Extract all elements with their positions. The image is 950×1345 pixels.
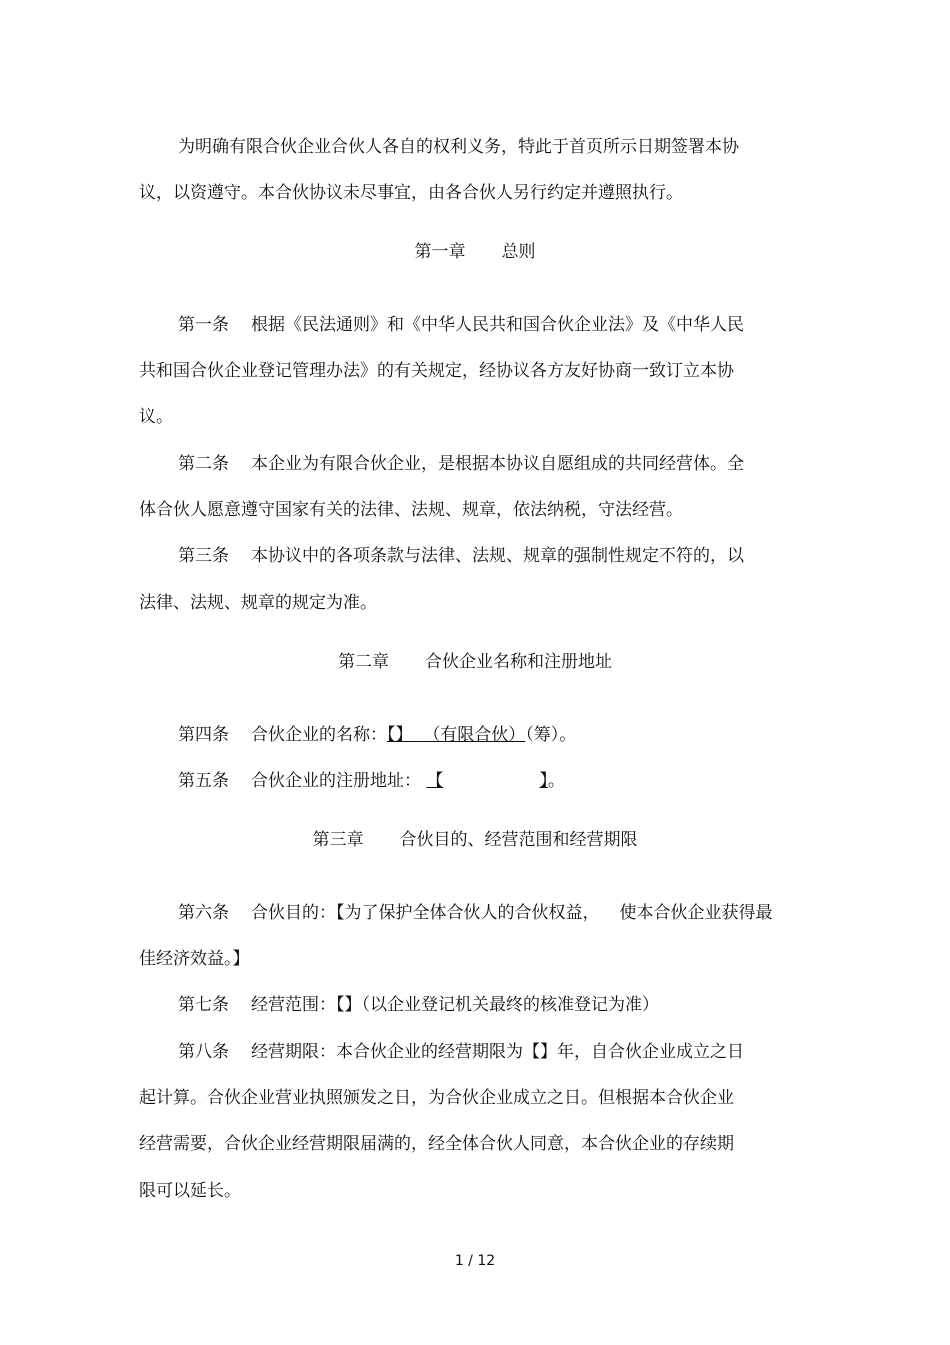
chapter-title: 总则 — [501, 242, 536, 262]
article-text: 根据《民法通则》和《中华人民共和国合伙企业法》及《中华人民 — [251, 315, 744, 335]
article-3-line-2: 法律、法规、规章的规定为准。 — [139, 593, 377, 613]
preamble-line-1: 为明确有限合伙企业合伙人各自的权利义务，特此于首页所示日期签署本协 — [178, 137, 739, 157]
field-label: 合伙企业的名称： — [251, 725, 387, 745]
article-2-line-1 — [178, 453, 744, 475]
chapter-3-heading — [0, 829, 950, 851]
article-number: 第六条 — [178, 903, 229, 923]
company-type: （有限合伙） — [423, 725, 526, 745]
article-1-line-1 — [178, 314, 744, 336]
article-2-line-2: 体合伙人愿意遵守国家有关的法律、法规、规章，依法纳税，守法经营。 — [139, 500, 683, 520]
article-number: 第五条 — [178, 771, 229, 791]
chapter-title: 合伙目的、经营范围和经营期限 — [399, 830, 638, 850]
note: （筹）。 — [525, 725, 577, 745]
article-text: 本企业为有限合伙企业，是根据本协议自愿组成的共同经营体。全 — [251, 454, 744, 474]
bracket-close: 】 — [539, 771, 548, 791]
article-7-line-1 — [178, 994, 659, 1016]
article-number: 第八条 — [178, 1042, 229, 1062]
preamble-line-2: 议，以资遵守。本合伙协议未尽事宜，由各合伙人另行约定并遵照执行。 — [139, 183, 683, 203]
article-1-line-3: 议。 — [139, 407, 173, 427]
chapter-number: 第一章 — [414, 242, 466, 262]
article-text: 使本合伙企业获得最 — [619, 903, 773, 923]
page-number: 1 / 12 — [454, 1253, 496, 1269]
chapter-number: 第二章 — [338, 652, 389, 672]
article-6-line-1 — [178, 902, 773, 924]
chapter-1-heading — [0, 241, 950, 263]
article-text: 合伙目的：【为了保护全体合伙人的合伙权益， — [251, 903, 600, 923]
article-number: 第一条 — [178, 315, 229, 335]
article-8-line-3: 经营需要，合伙企业经营期限届满的，经全体合伙人同意，本合伙企业的存续期 — [139, 1134, 734, 1154]
article-text: 经营范围：【】（以企业登记机关最终的核准登记为准） — [251, 995, 659, 1015]
chapter-number: 第三章 — [312, 830, 364, 850]
article-8-line-4: 限可以延长。 — [139, 1181, 241, 1201]
article-text: 经营期限：本合伙企业的经营期限为【】年，自合伙企业成立之日 — [251, 1042, 744, 1062]
chapter-2-heading — [0, 651, 950, 673]
article-6-line-2: 佳经济效益。】 — [139, 949, 250, 969]
article-number: 第四条 — [178, 725, 229, 745]
address-blank — [426, 771, 548, 791]
article-3-line-1 — [178, 545, 744, 567]
bracket: 【】 — [387, 725, 413, 745]
article-text: 本协议中的各项条款与法律、法规、规章的强制性规定不符的，以 — [251, 546, 744, 566]
bracket-open: 【 — [426, 771, 444, 791]
article-8-line-1 — [178, 1041, 744, 1063]
article-number: 第二条 — [178, 454, 229, 474]
article-1-line-2: 共和国合伙企业登记管理办法》的有关规定，经协议各方友好协商一致订立本协 — [139, 361, 734, 381]
article-4-line-1 — [178, 724, 576, 746]
chapter-title: 合伙企业名称和注册地址 — [425, 652, 612, 672]
article-number: 第三条 — [178, 546, 229, 566]
article-number: 第七条 — [178, 995, 229, 1015]
field-label: 合伙企业的注册地址： — [251, 771, 421, 791]
article-5-line-1 — [178, 770, 565, 792]
period: 。 — [547, 771, 565, 791]
article-8-line-2: 起计算。合伙企业营业执照颁发之日，为合伙企业成立之日。但根据本合伙企业 — [139, 1088, 734, 1108]
company-name-blank — [387, 725, 525, 745]
